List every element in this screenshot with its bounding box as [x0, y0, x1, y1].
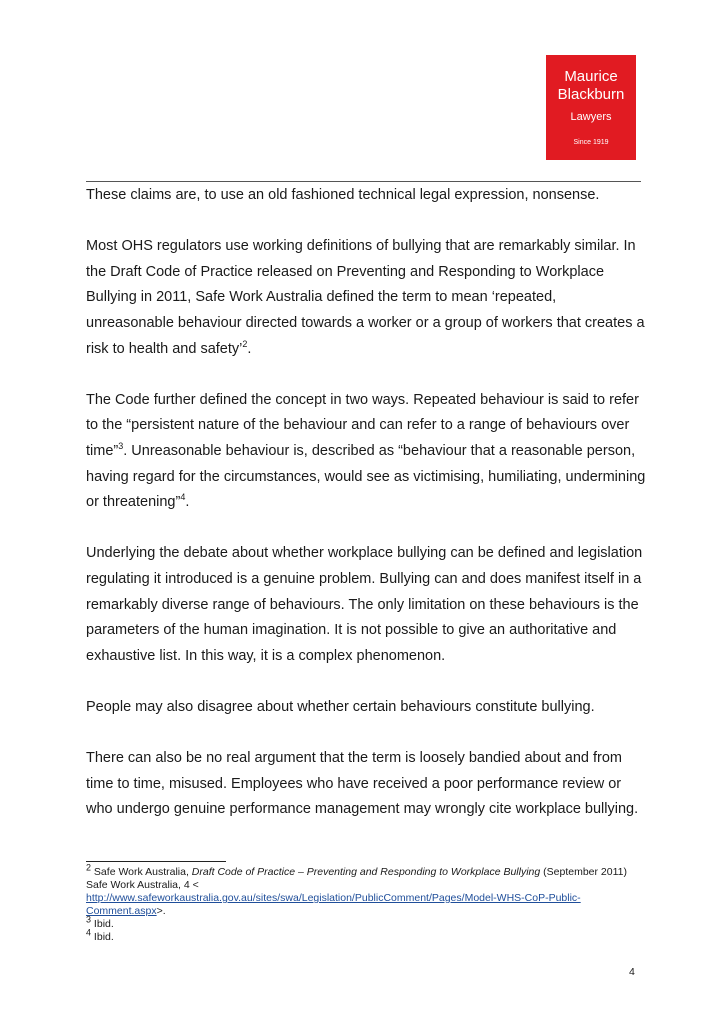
- footnote-4: [86, 927, 641, 944]
- footnote-ref-4[interactable]: 4: [180, 492, 186, 503]
- footnote-2-title: Draft Code of Practice – Preventing and Responding to Workplace Bullying: [191, 866, 541, 878]
- paragraph-2-text: Most OHS regulators use working definitions of bullying that are remarkably similar. In the Draft Code of Practice released on Preventing and Responding to Workplace Bullying in 2011, Safe Work Australia defined the term to mean ‘repeated, unreasonable behaviour directed towards a worker or a group of workers that creates a risk to health and safety’: [86, 238, 645, 357]
- footnote-2-text-a: Safe Work Australia,: [91, 866, 192, 878]
- footnote-ref-3[interactable]: 3: [118, 441, 124, 452]
- paragraph-2-end: .: [247, 340, 252, 357]
- footnote-2-link[interactable]: http://www.safeworkaustralia.gov.au/sites/swa/Legislation/PublicComment/Pages/Model-WHS-CoP-Public-Comment.aspx: [86, 892, 581, 917]
- footnote-3: [86, 914, 641, 931]
- logo-line-lawyers: Lawyers: [570, 111, 612, 123]
- paragraph-6-text: There can also be no real argument that the term is loosely bandied about and from time to time, misused. Employees who have received a poor performance review or who undergo genuine performance management may wrongly cite workplace bullying.: [86, 750, 639, 818]
- page-number: 4: [629, 966, 635, 978]
- footnote-2-text-b: (September 2011) Safe Work Australia, 4 <: [86, 866, 628, 891]
- paragraph-5-text: People may also disagree about whether certain behaviours constitute bullying.: [86, 698, 595, 715]
- footnote-4-number: 4: [86, 927, 92, 938]
- footnote-4-text: Ibid.: [91, 931, 114, 943]
- paragraph-3-end: .: [185, 494, 190, 511]
- footnote-2-number: 2: [86, 862, 92, 873]
- footnotes: [86, 862, 641, 944]
- paragraph-6: [86, 746, 646, 823]
- paragraph-1-text: These claims are, to use an old fashioned technical legal expression, nonsense.: [86, 187, 600, 203]
- logo-line-blackburn: Blackburn: [557, 86, 625, 103]
- paragraph-3-text-b: . Unreasonable behaviour is, described as “behaviour that a reasonable person, having regard for the circumstances, would see as victimising, humiliating, undermining or threatening”: [86, 442, 646, 511]
- footnote-ref-2[interactable]: 2: [242, 338, 248, 349]
- paragraph-1: [86, 183, 646, 209]
- paragraph-5: [86, 695, 646, 721]
- footnote-2: [86, 862, 641, 918]
- paragraph-3-text-a: The Code further defined the concept in two ways. Repeated behaviour is said to refer to the “persistent nature of the behaviour and can refer to a range of behaviours over time”: [86, 391, 639, 459]
- footnote-2-close: >.: [156, 905, 166, 917]
- paragraph-3: [86, 388, 646, 516]
- header-rule: [86, 181, 641, 182]
- paragraph-2: [86, 234, 646, 362]
- logo-line-maurice: Maurice: [564, 68, 618, 85]
- maurice-blackburn-logo: [546, 55, 636, 160]
- footnote-separator: [86, 861, 226, 862]
- logo-line-since: Since 1919: [573, 139, 609, 146]
- footnote-3-number: 3: [86, 914, 92, 925]
- paragraph-4: [86, 541, 646, 669]
- paragraph-4-text: Underlying the debate about whether workplace bullying can be defined and legislation regulating it introduced is a genuine problem. Bullying can and does manifest itself in a remarkably diverse range of behaviours. The only limitation on these behaviours is the parameters of the human imagination. It is not possible to give an authoritative and exhaustive list. In this way, it is a complex phenomenon.: [86, 545, 643, 664]
- body-text: [86, 183, 646, 823]
- footnote-3-text: Ibid.: [91, 918, 114, 930]
